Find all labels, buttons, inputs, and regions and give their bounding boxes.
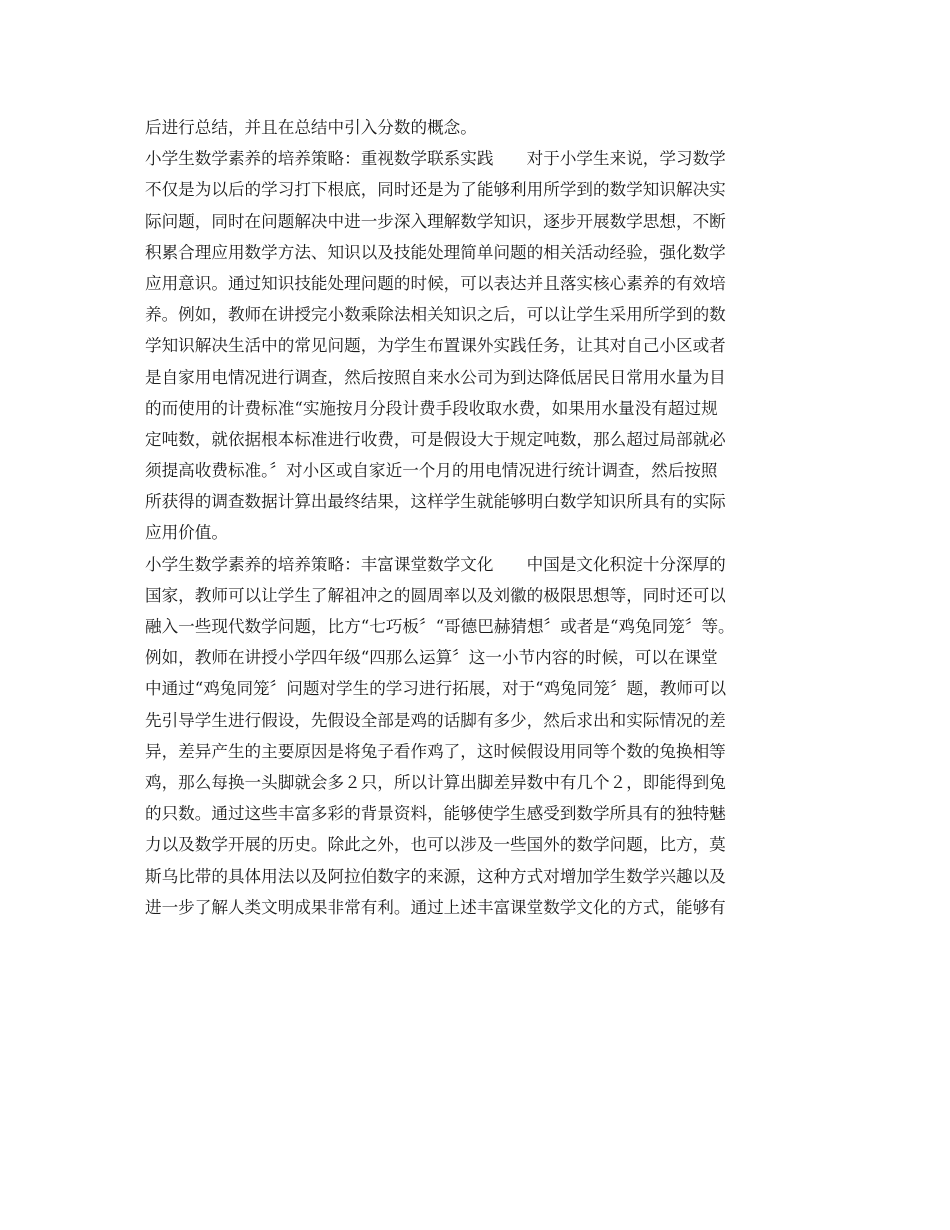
text-line: 的只数。通过这些丰富多彩的背景资料，能够使学生感受到数学所具有的独特魅 — [145, 804, 726, 824]
text-line: 的而使用的计费标准“实施按月分段计费手段收取水费，如果用水量没有超过规 — [145, 398, 718, 418]
text-line: 须提高收费标准。〞对小区或自家近一个月的用电情况进行统计调查，然后按照 — [145, 461, 718, 481]
text-line: 是自家用电情况进行调查，然后按照自来水公司为到达降低居民日常用水量为目 — [145, 367, 726, 387]
text-line: 斯乌比带的具体用法以及阿拉伯数字的来源，这种方式对增加学生数学兴趣以及 — [145, 866, 726, 886]
text-line: 小学生数学素养的培养策略：重视数学联系实践 对于小学生来说，学习数学 — [145, 149, 726, 169]
text-line: 所获得的调查数据计算出最终结果，这样学生就能够明白数学知识所具有的实际 — [145, 492, 726, 512]
body-text — [145, 112, 810, 923]
text-line: 国家，教师可以让学生了解祖冲之的圆周率以及刘徽的极限思想等，同时还可以 — [145, 585, 726, 605]
text-line: 积累合理应用数学方法、知识以及技能处理简单问题的相关活动经验，强化数学 — [145, 242, 726, 262]
text-line: 定吨数，就依据根本标准进行收费，可是假设大于规定吨数，那么超过局部就必 — [145, 429, 726, 449]
text-line: 异，差异产生的主要原因是将兔子看作鸡了，这时候假设用同等个数的兔换相等 — [145, 741, 726, 761]
text-line: 先引导学生进行假设，先假设全部是鸡的话脚有多少，然后求出和实际情况的差 — [145, 710, 726, 730]
text-line: 应用意识。通过知识技能处理问题的时候，可以表达并且落实核心素养的有效培 — [145, 273, 726, 293]
text-line: 际问题，同时在问题解决中进一步深入理解数学知识，逐步开展数学思想，不断 — [145, 211, 726, 231]
text-line: 力以及数学开展的历史。除此之外，也可以涉及一些国外的数学问题，比方，莫 — [145, 835, 726, 855]
text-line: 小学生数学素养的培养策略：丰富课堂数学文化 中国是文化积淀十分深厚的 — [145, 554, 726, 574]
text-line: 进一步了解人类文明成果非常有利。通过上述丰富课堂数学文化的方式，能够有 — [145, 897, 726, 917]
text-line: 融入一些现代数学问题，比方“七巧板〞“哥德巴赫猜想〞或者是“鸡兔同笼〞等。 — [145, 617, 735, 636]
text-line: 鸡，那么每换一头脚就会多２只，所以计算出脚差异数中有几个２，即能得到兔 — [145, 772, 726, 792]
text-line: 中通过“鸡兔同笼〞问题对学生的学习进行拓展，对于“鸡兔同笼〞题，教师可以 — [145, 679, 727, 699]
text-line: 后进行总结，并且在总结中引入分数的概念。 — [145, 118, 477, 137]
text-line: 学知识解决生活中的常见问题，为学生布置课外实践任务，让其对自己小区或者 — [145, 336, 726, 356]
text-line: 不仅是为以后的学习打下根底，同时还是为了能够利用所学到的数学知识解决实 — [145, 180, 726, 200]
text-line: 养。例如，教师在讲授完小数乘除法相关知识之后，可以让学生采用所学到的数 — [145, 305, 726, 325]
text-line: 应用价值。 — [145, 523, 228, 543]
text-line: 例如，教师在讲授小学四年级“四那么运算〞这一小节内容的时候，可以在课堂 — [145, 648, 718, 668]
